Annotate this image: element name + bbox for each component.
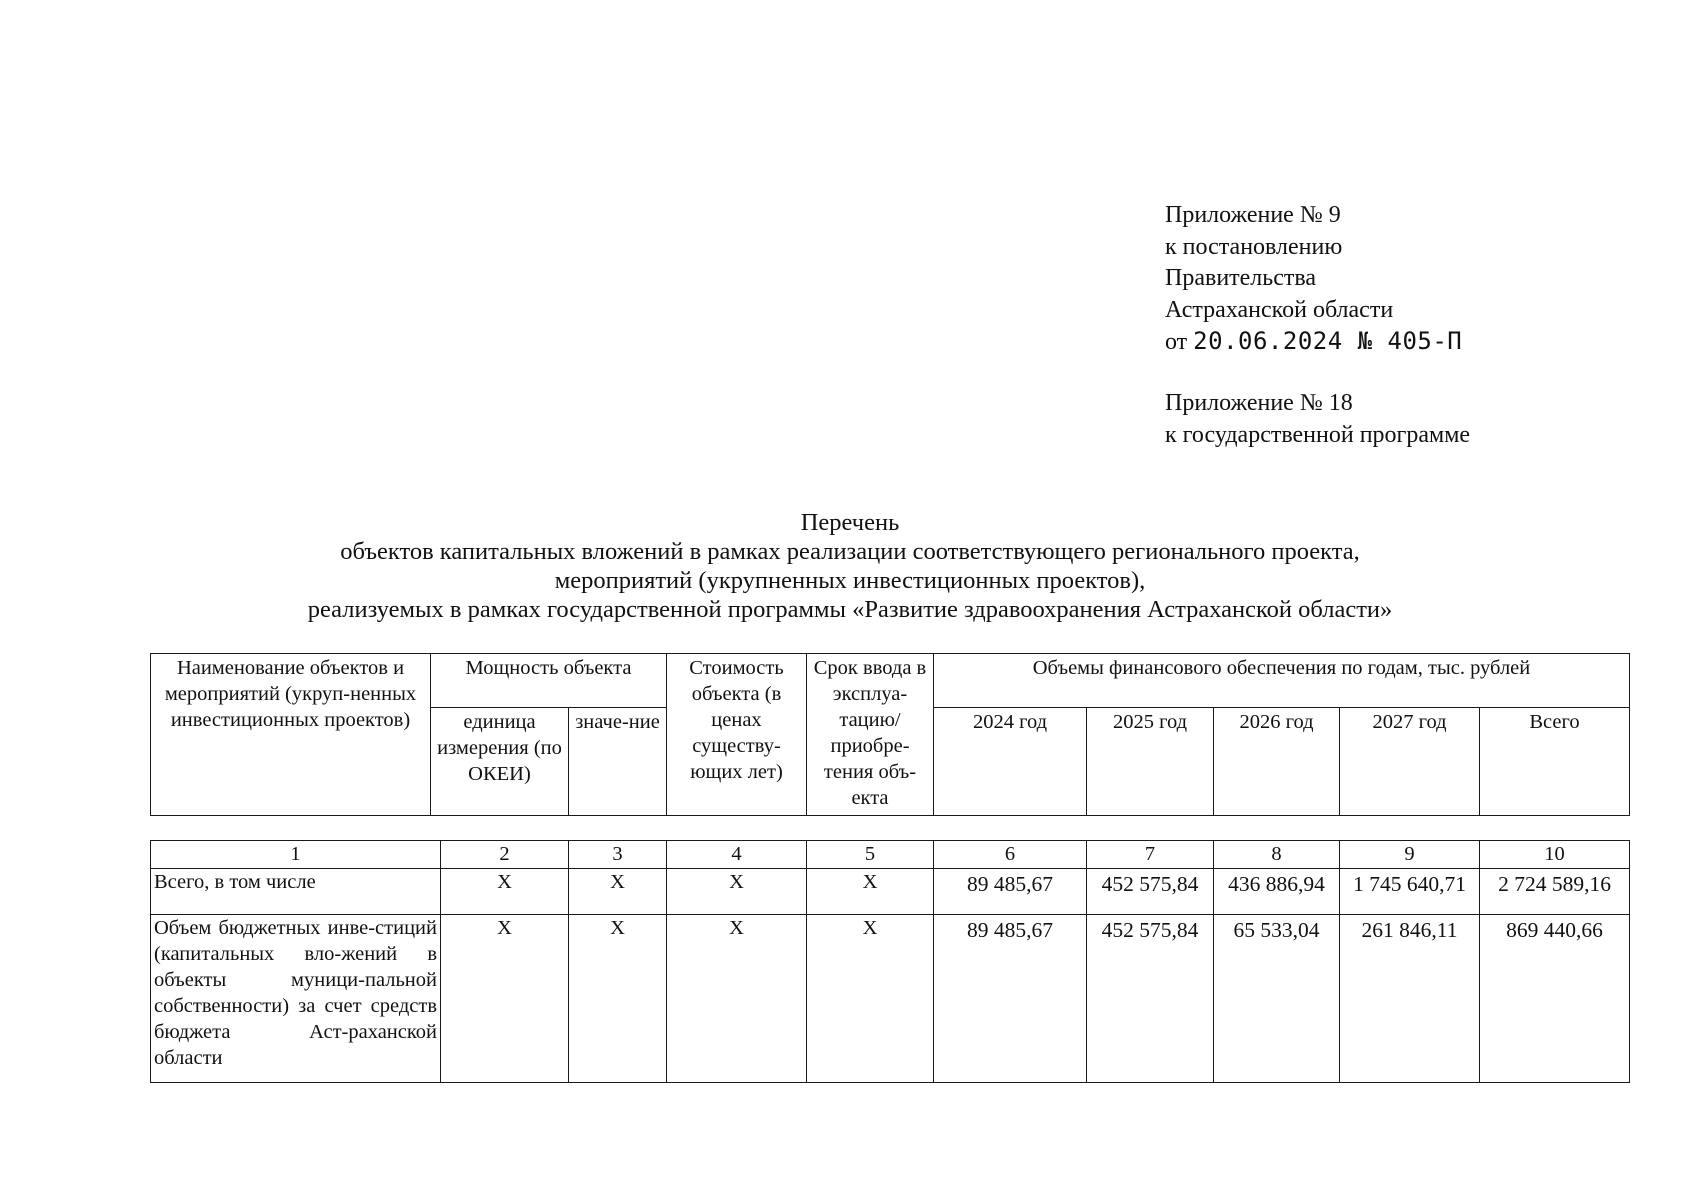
column-number-4: 4 [667, 841, 807, 869]
document-title [150, 508, 1550, 624]
row-budget-cost: X [667, 915, 807, 1083]
row-total-2026: 436 886,94 [1214, 869, 1340, 915]
table-row [151, 841, 1630, 869]
column-number-6: 6 [934, 841, 1087, 869]
header-year-2027: 2027 год [1340, 708, 1480, 816]
table-body [150, 840, 1630, 1083]
header-value: значе-ние [569, 708, 667, 816]
row-total-cost: X [667, 869, 807, 915]
row-budget-term: X [807, 915, 934, 1083]
row-total-sum: 2 724 589,16 [1480, 869, 1630, 915]
title-line-3: мероприятий (укрупненных инвестиционных проектов), [554, 567, 1146, 594]
appendix-18-title: Приложение № 18 [1165, 390, 1353, 416]
title-line-1: Перечень [800, 509, 900, 536]
header-year-2026: 2026 год [1214, 708, 1340, 816]
header-unit: единица измерения (по ОКЕИ) [431, 708, 569, 816]
appendix-9-date-line [1165, 326, 1462, 359]
table-row [151, 915, 1630, 1083]
row-total-unit: X [441, 869, 569, 915]
appendix-9-line-3: Правительства [1165, 265, 1317, 291]
table-row [151, 869, 1630, 915]
date-prefix: от [1165, 329, 1188, 355]
appendix-9-line-2: к постановлению [1165, 233, 1343, 260]
row-total-2027: 1 745 640,71 [1340, 869, 1480, 915]
row-total-2025: 452 575,84 [1087, 869, 1214, 915]
appendix-18-block [1165, 388, 1470, 451]
row-total-name: Всего, в том числе [151, 869, 441, 915]
column-number-8: 8 [1214, 841, 1340, 869]
appendix-9-title: Приложение № 9 [1165, 202, 1341, 228]
row-budget-2025: 452 575,84 [1087, 915, 1214, 1083]
appendix-18-line-2: к государственной программе [1165, 421, 1471, 448]
row-total-term: X [807, 869, 934, 915]
appendix-9-line-4: Астраханской области [1165, 296, 1394, 323]
title-line-4: реализуемых в рамках государственной программы «Развитие здравоохранения Астраханской области» [307, 596, 1393, 623]
row-budget-2024: 89 485,67 [934, 915, 1087, 1083]
row-budget-2026: 65 533,04 [1214, 915, 1340, 1083]
header-cost: Стоимость объекта (в ценах существу-ющих лет) [667, 654, 807, 816]
column-number-5: 5 [807, 841, 934, 869]
header-total: Всего [1480, 708, 1630, 816]
appendix-9-block [1165, 200, 1462, 359]
column-number-7: 7 [1087, 841, 1214, 869]
table-header [150, 653, 1630, 816]
column-number-2: 2 [441, 841, 569, 869]
row-budget-value: X [569, 915, 667, 1083]
row-total-value: X [569, 869, 667, 915]
column-number-3: 3 [569, 841, 667, 869]
row-budget-2027: 261 846,11 [1340, 915, 1480, 1083]
column-number-9: 9 [1340, 841, 1480, 869]
title-line-2: объектов капитальных вложений в рамках реализации соответствующего регионального проекта, [340, 538, 1360, 565]
row-budget-sum: 869 440,66 [1480, 915, 1630, 1083]
header-funding: Объемы финансового обеспечения по годам, тыс. рублей [934, 654, 1630, 708]
header-term: Срок ввода в эксплуа-тацию/ приобре-тения объ-екта [807, 654, 934, 816]
column-number-1: 1 [151, 841, 441, 869]
row-budget-unit: X [441, 915, 569, 1083]
header-capacity: Мощность объекта [431, 654, 667, 708]
date-number-stamp: 20.06.2024 № 405-П [1193, 327, 1463, 355]
row-total-2024: 89 485,67 [934, 869, 1087, 915]
column-number-10: 10 [1480, 841, 1630, 869]
header-year-2024: 2024 год [934, 708, 1087, 816]
header-name: Наименование объектов и мероприятий (укруп-ненных инвестиционных проектов) [151, 654, 431, 816]
header-year-2025: 2025 год [1087, 708, 1214, 816]
row-budget-name: Объем бюджетных инве-стиций (капитальных вло-жений в объекты муници-пальной собственности) за счет средств бюджета Аст-раханской области [151, 915, 441, 1083]
